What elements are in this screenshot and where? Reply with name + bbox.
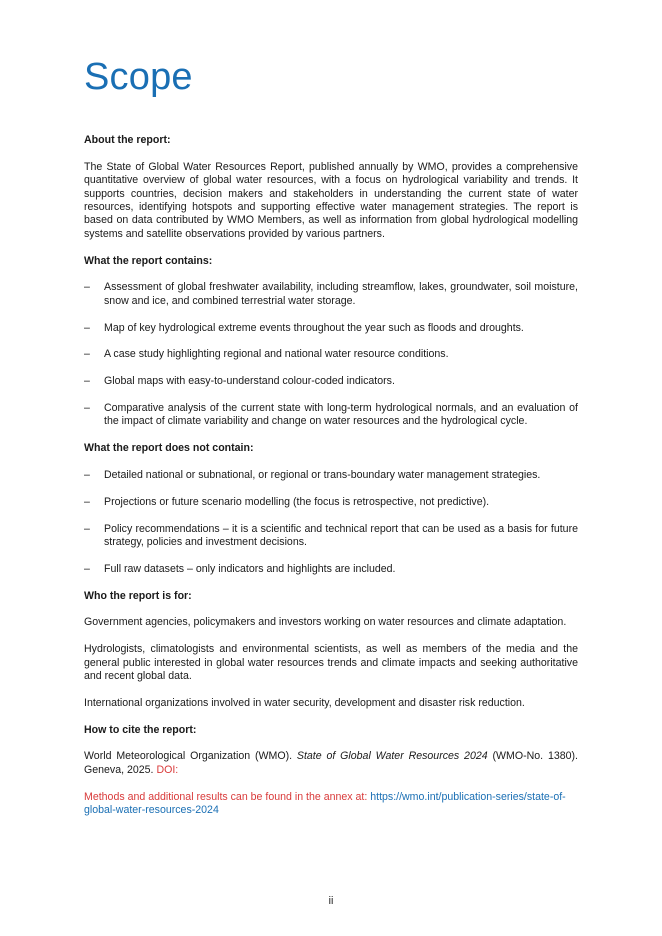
contains-heading: What the report contains: (84, 254, 213, 267)
doi-label: DOI: (156, 763, 179, 776)
annex-note (84, 791, 578, 818)
citation (84, 750, 578, 777)
audience-heading: Who the report is for: (84, 589, 192, 602)
audience-paragraph: Hydrologists, climatologists and environmental scientists, as well as members of the media and the general public interested in global water resources trends and climate impacts and seeking authoritative and recent global data. (84, 643, 578, 683)
list-item: – Comparative analysis of the current state with long-term hydrological normals, and an evaluation of the impact of climate variability and change on water resources and the hydrological cycle. (84, 402, 578, 429)
list-item: – Detailed national or subnational, or regional or trans-boundary water management strategies. (84, 469, 578, 482)
annex-link[interactable]: https://wmo.int/publication-series/state-of-global-water-resources-2024 (84, 790, 566, 817)
list-item: – Policy recommendations – it is a scientific and technical report that can be used as a basis for future strategy, policies and investment decisions. (84, 523, 578, 550)
about-heading: About the report: (84, 134, 171, 146)
list-item: – Projections or future scenario modelling (the focus is retrospective, not predictive). (84, 496, 578, 509)
content (84, 134, 578, 831)
citation-suffix: (WMO-No. 1380). Geneva, 2025. (84, 750, 578, 776)
list-item: – A case study highlighting regional and national water resource conditions. (84, 348, 578, 361)
list-item: – Full raw datasets – only indicators and highlights are included. (84, 563, 578, 576)
not-contains-list (84, 469, 578, 576)
list-item: – Map of key hydrological extreme events throughout the year such as floods and droughts. (84, 322, 578, 335)
page-title: Scope (84, 56, 193, 98)
list-item: – Assessment of global freshwater availability, including streamflow, lakes, groundwater, soil moisture, snow and ice, and combined terrestrial water storage. (84, 281, 578, 308)
cite-heading: How to cite the report: (84, 723, 197, 736)
list-item: – Global maps with easy-to-understand colour-coded indicators. (84, 375, 578, 388)
contains-list (84, 281, 578, 428)
not-contains-heading: What the report does not contain: (84, 442, 254, 455)
citation-title: State of Global Water Resources 2024 (296, 750, 488, 763)
audience-paragraph: Government agencies, policymakers and investors working on water resources and climate adaptation. (84, 616, 567, 629)
citation-prefix: World Meteorological Organization (WMO). (84, 750, 297, 763)
audience-paragraph: International organizations involved in water security, development and disaster risk reduction. (84, 696, 525, 709)
annex-text: Methods and additional results can be found in the annex at: (84, 790, 371, 803)
page-number: ii (328, 895, 334, 907)
about-text: The State of Global Water Resources Report, published annually by WMO, provides a comprehensive quantitative overview of global water resources, with a focus on hydrological variability and trends. It supports countries, decision makers and stakeholders in understanding the current state of water resources, identifying hotspots and supporting effective water management strategies. The report is based on data contributed by WMO Members, as well as information from global hydrological modelling systems and satellite observations provided by various partners. (84, 160, 578, 240)
